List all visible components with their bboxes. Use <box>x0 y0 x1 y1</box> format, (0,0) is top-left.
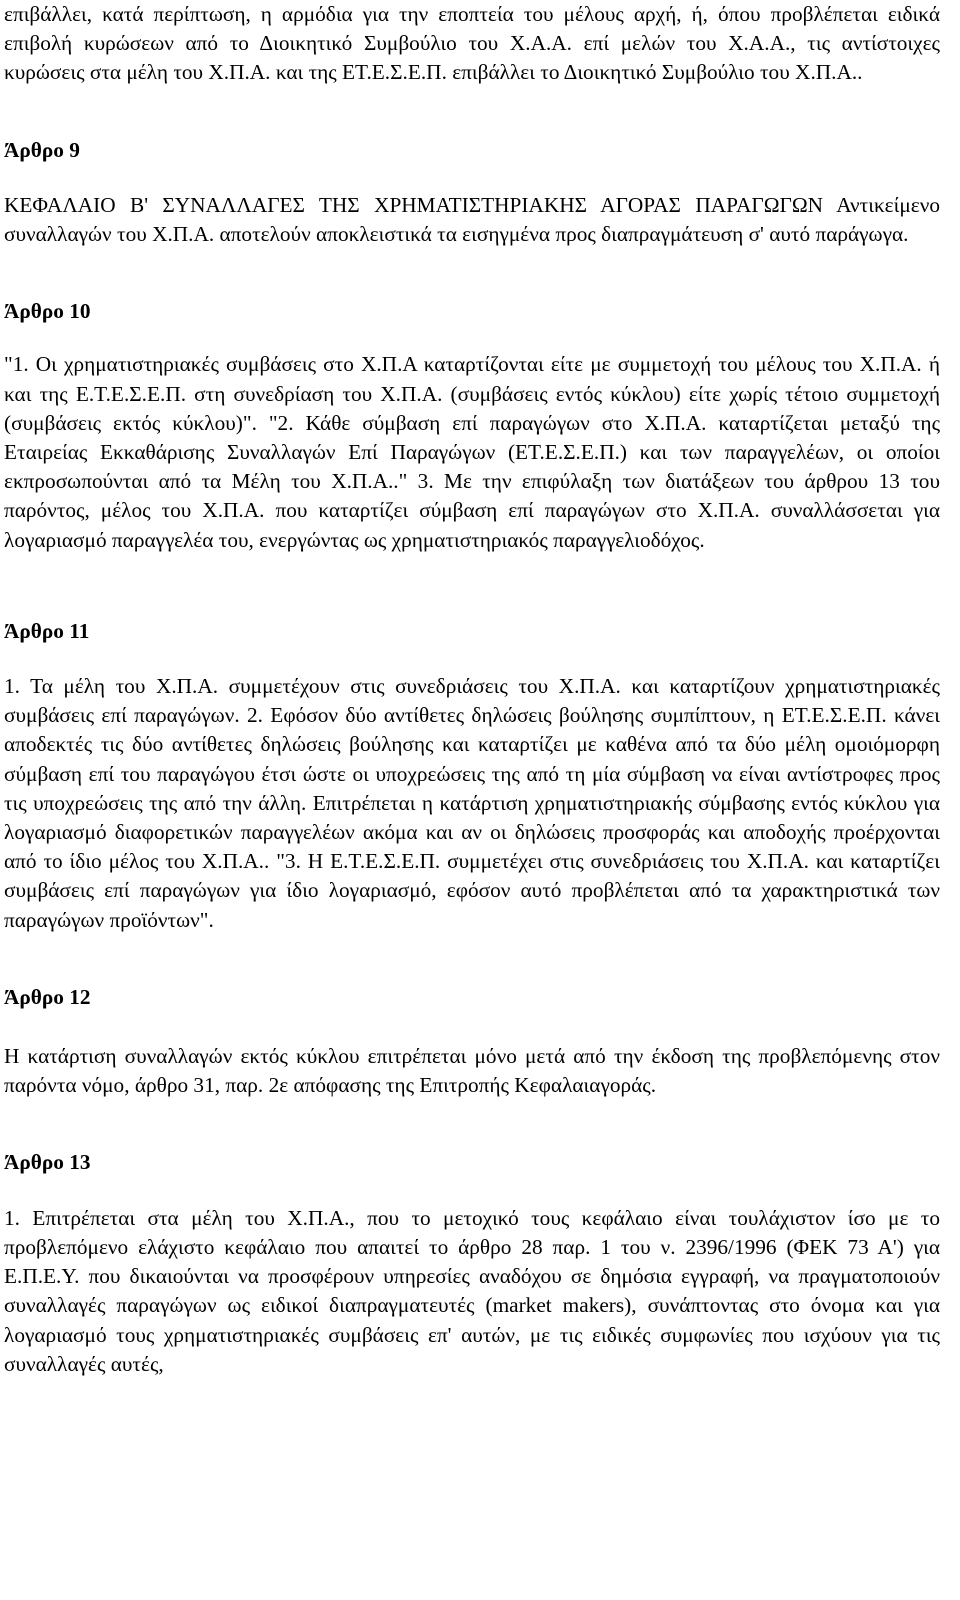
article-13-heading: Άρθρο 13 <box>4 1150 91 1175</box>
spacer <box>4 88 940 136</box>
article-9-text: ΚΕΦΑΛΑΙΟ Β' ΣΥΝΑΛΛΑΓΕΣ ΤΗΣ ΧΡΗΜΑΤΙΣΤΗΡΙΑΚΗΣ ΑΓΟΡΑΣ ΠΑΡΑΓΩΓΩΝ Αντικείμενο συναλλαγών του Χ.Π.Α. αποτελούν αποκλειστικά τα εισηγμένα προς διαπραγμάτευση σ' αυτό παράγωγα. <box>4 192 940 247</box>
article-11-text: 1. Τα μέλη του Χ.Π.Α. συμμετέχουν στις συνεδριάσεις του Χ.Π.Α. και καταρτίζουν χρηματιστηριακές συμβάσεις επί παραγώγων. 2. Εφόσον δύο αντίθετες δηλώσεις βούλησης συμπίπτουν, η ΕΤ.Ε.Σ.Ε.Π. κάνει αποδεκτές τις δύο αντίθετες δηλώσεις βούλησης και καταρτίζει με καθένα από τα δύο μέλη ομοιόμορφη σύμβαση επί του παραγώγου έτσι ώστε οι υποχρεώσεις της από τη μία σύμβαση να είναι αντίστροφες προς τις υποχρεώσεις της από την άλλη. Επιτρέπεται η κατάρτιση χρηματιστηριακής σύμβασης εντός κύκλου για λογαριασμό διαφορετικών παραγγελέων ακόμα και αν οι δηλώσεις προσφοράς και αποδοχής προέρχονται από το ίδιο μέλος του Χ.Π.Α.. "3. Η Ε.Τ.Ε.Σ.Ε.Π. συμμετέχει στις συνεδριάσεις του Χ.Π.Α. και καταρτίζει συμβάσεις επί παραγώγων για ίδιο λογαριασμό, εφόσον αυτό προβλέπεται από τα χαρακτηριστικά των παραγώγων προϊόντων". <box>4 674 940 932</box>
spacer <box>4 1178 940 1204</box>
spacer <box>4 1100 940 1148</box>
article-9-heading: Άρθρο 9 <box>4 137 80 162</box>
article-10-text: "1. Οι χρηματιστηριακές συμβάσεις στο Χ.Π.Α καταρτίζονται είτε με συμμετοχή του μέλους του Χ.Π.Α. ή και της Ε.Τ.Ε.Σ.Ε.Π. στη συνεδρίαση του Χ.Π.Α. (συμβάσεις εντός κύκλου) είτε χωρίς τέτοιο συμμετοχή (συμβάσεις εκτός κύκλου)". "2. Κάθε σύμβαση επί παραγώγων στο Χ.Π.Α. καταρτίζεται μεταξύ της Εταιρείας Εκκαθάρισης Συναλλαγών Επί Παραγώγων (ΕΤ.Ε.Σ.Ε.Π.) και των παραγγελέων, οι οποίοι εκπροσωπούνται από τα Μέλη του Χ.Π.Α.." 3. Με την επιφύλαξη των διατάξεων του άρθρου 13 του παρόντος, μέλος του Χ.Π.Α. που καταρτίζει σύμβαση επί παραγώγων στο Χ.Π.Α. συναλλάσσεται για λογαριασμό παραγγελέα του, ενεργώντας ως χρηματιστηριακός παραγγελιοδόχος. <box>4 352 940 552</box>
spacer <box>4 1012 940 1042</box>
article-10-heading: Άρθρο 10 <box>4 299 91 324</box>
spacer <box>4 935 940 983</box>
article-11-heading: Άρθρο 11 <box>4 618 90 643</box>
spacer <box>4 249 940 297</box>
spacer <box>4 326 940 350</box>
spacer <box>4 646 940 672</box>
spacer <box>4 165 940 191</box>
intro-paragraph: επιβάλλει, κατά περίπτωση, η αρμόδια για την εποπτεία του μέλους αρχή, ή, όπου προβλέπεται ειδικά επιβολή κυρώσεων από το Διοικητικό Συμβούλιο του Χ.Α.Α. επί μελών του Χ.Α.Α., τις αντίστοιχες κυρώσεις στα μέλη του Χ.Π.Α. και της ΕΤ.Ε.Σ.Ε.Π. επιβάλλει το Διοικητικό Συμβούλιο του Χ.Π.Α.. <box>4 2 940 85</box>
article-13-text: 1. Επιτρέπεται στα μέλη του Χ.Π.Α., που το μετοχικό τους κεφάλαιο είναι τουλάχιστον ίσο με το προβλεπόμενο ελάχιστο κεφάλαιο που απαιτεί το άρθρο 28 παρ. 1 του ν. 2396/1996 (ΦΕΚ 73 Α') για Ε.Π.Ε.Υ. που δικαιούνται να προσφέρουν υπηρεσίες αναδόχου σε δημόσια εγγραφή, να πραγματοποιούν συναλλαγές παραγώγων ως ειδικοί διαπραγματευτές (market makers), συνάπτοντας στο όνομα και για λογαριασμό τους χρηματιστηριακές συμβάσεις επ' αυτών, με τις ειδικές συμφωνίες που ισχύουν για τις συναλλαγές αυτές, <box>4 1205 940 1376</box>
article-12-heading: Άρθρο 12 <box>4 984 91 1009</box>
document-page <box>4 0 940 1379</box>
spacer <box>4 555 940 617</box>
article-12-text: Η κατάρτιση συναλλαγών εκτός κύκλου επιτρέπεται μόνο μετά από την έκδοση της προβλεπόμενης στον παρόντα νόμο, άρθρο 31, παρ. 2ε απόφασης της Επιτροπής Κεφαλαιαγοράς. <box>4 1044 940 1098</box>
